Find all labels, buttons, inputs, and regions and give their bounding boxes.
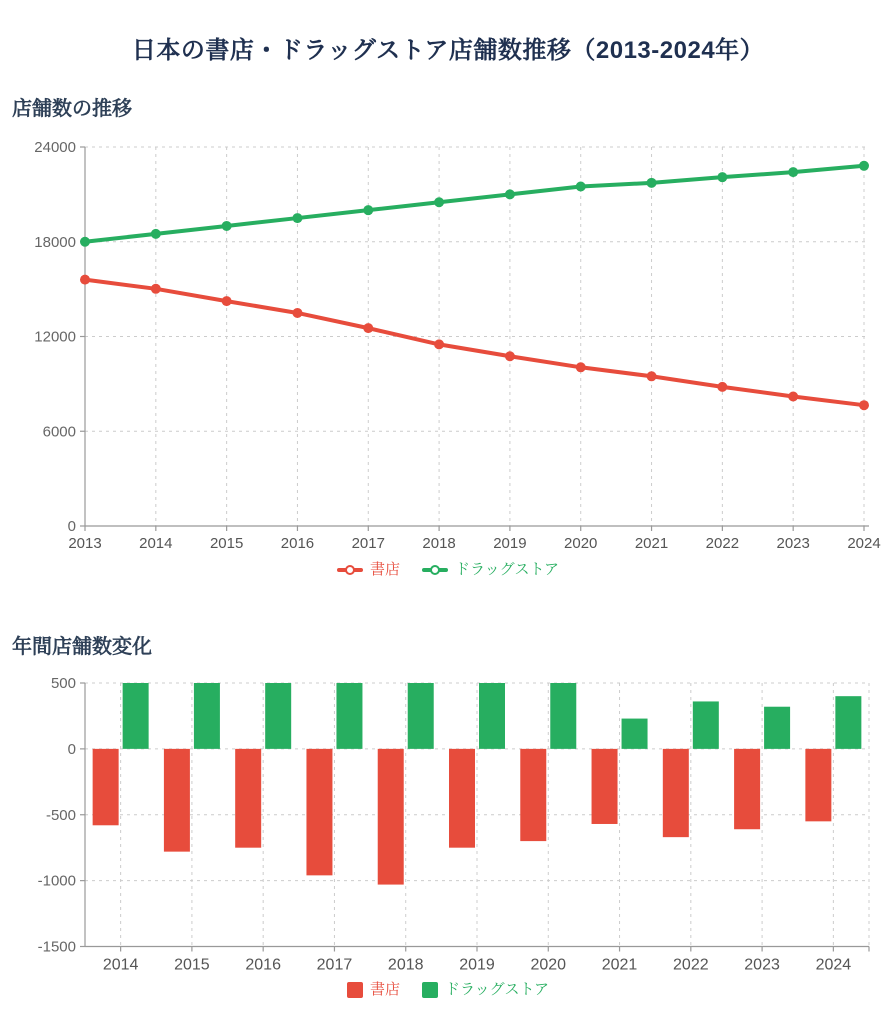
svg-text:2016: 2016 xyxy=(280,535,315,552)
bar-2020 xyxy=(520,749,546,841)
svg-text:2024: 2024 xyxy=(847,535,881,552)
bar-chart-svg xyxy=(0,665,896,975)
legend-label-drugstore: ドラッグストア xyxy=(444,981,550,998)
svg-text:12000: 12000 xyxy=(34,328,76,346)
svg-text:-1500: -1500 xyxy=(37,938,76,956)
ドラッグストア-line-series xyxy=(80,161,869,247)
line-with-ring-icon xyxy=(337,568,363,572)
legend-item-bookstore-bar[interactable] xyxy=(347,980,400,1000)
bar-2020 xyxy=(550,683,576,749)
legend-label-bookstore: 書店 xyxy=(369,981,400,998)
svg-text:2014: 2014 xyxy=(102,956,139,974)
legend-item-bookstore-line[interactable] xyxy=(337,560,400,580)
square-swatch-icon xyxy=(422,982,438,998)
legend-label-bookstore: 書店 xyxy=(369,561,400,578)
svg-text:2021: 2021 xyxy=(601,956,638,974)
bar-2017 xyxy=(336,683,362,749)
svg-text:500: 500 xyxy=(50,675,76,692)
line-chart-svg xyxy=(0,130,896,555)
svg-text:2017: 2017 xyxy=(351,535,385,552)
svg-text:2019: 2019 xyxy=(459,956,495,974)
bar-2023 xyxy=(734,749,760,829)
bar-2014 xyxy=(123,683,149,749)
bar-2024 xyxy=(805,749,831,821)
svg-text:-1000: -1000 xyxy=(37,872,76,890)
bar-chart-plot xyxy=(38,675,869,974)
svg-text:18000: 18000 xyxy=(34,233,76,251)
svg-text:2018: 2018 xyxy=(387,956,424,974)
svg-text:2016: 2016 xyxy=(245,956,281,974)
svg-text:2013: 2013 xyxy=(68,535,102,552)
bar-2023 xyxy=(764,707,790,749)
書店-line-series xyxy=(80,275,869,411)
bar-2014 xyxy=(93,749,119,825)
svg-text:2020: 2020 xyxy=(564,535,598,552)
svg-text:0: 0 xyxy=(67,518,76,535)
bar-chart-heading: 年間店舗数変化 xyxy=(12,636,152,658)
svg-text:2022: 2022 xyxy=(673,956,709,974)
bar-2024 xyxy=(835,696,861,749)
bar-2015 xyxy=(194,683,220,749)
bar-chart-legend xyxy=(0,980,896,1000)
line-chart-heading: 店舗数の推移 xyxy=(12,98,132,120)
bar-2019 xyxy=(479,683,505,749)
line-with-ring-icon xyxy=(422,568,448,572)
svg-text:2023: 2023 xyxy=(744,956,780,974)
bar-2018 xyxy=(378,749,404,885)
svg-text:2015: 2015 xyxy=(209,535,244,552)
legend-item-drugstore-bar[interactable] xyxy=(422,980,549,1000)
svg-text:2022: 2022 xyxy=(705,535,740,552)
書店-bar-series xyxy=(93,749,832,885)
bar-2018 xyxy=(408,683,434,749)
svg-text:24000: 24000 xyxy=(34,139,76,156)
svg-text:2017: 2017 xyxy=(316,956,353,974)
svg-text:2014: 2014 xyxy=(139,535,173,552)
svg-text:2020: 2020 xyxy=(530,956,567,974)
svg-text:2018: 2018 xyxy=(422,535,456,552)
bar-2017 xyxy=(306,749,332,875)
svg-text:2019: 2019 xyxy=(493,535,527,552)
bar-2016 xyxy=(265,683,291,749)
bar-2021 xyxy=(592,749,618,824)
bar-2015 xyxy=(164,749,190,852)
svg-text:2024: 2024 xyxy=(815,956,852,974)
svg-text:-500: -500 xyxy=(45,806,76,824)
bar-2016 xyxy=(235,749,261,848)
page-title: 日本の書店・ドラッグストア店舗数推移（2013-2024年） xyxy=(131,37,765,64)
legend-label-drugstore: ドラッグストア xyxy=(454,561,560,578)
ドラッグストア-bar-series xyxy=(123,683,862,749)
bar-2021 xyxy=(622,719,648,749)
svg-text:6000: 6000 xyxy=(42,423,76,441)
line-chart-legend xyxy=(0,560,896,580)
line-chart-plot xyxy=(34,139,880,552)
bar-2022 xyxy=(693,701,719,748)
svg-text:0: 0 xyxy=(67,740,76,758)
bar-2019 xyxy=(449,749,475,848)
legend-item-drugstore-line[interactable] xyxy=(422,560,559,580)
svg-text:2015: 2015 xyxy=(174,956,210,974)
svg-text:2021: 2021 xyxy=(634,535,669,552)
svg-text:2023: 2023 xyxy=(776,535,810,552)
bar-2022 xyxy=(663,749,689,837)
square-swatch-icon xyxy=(347,982,363,998)
